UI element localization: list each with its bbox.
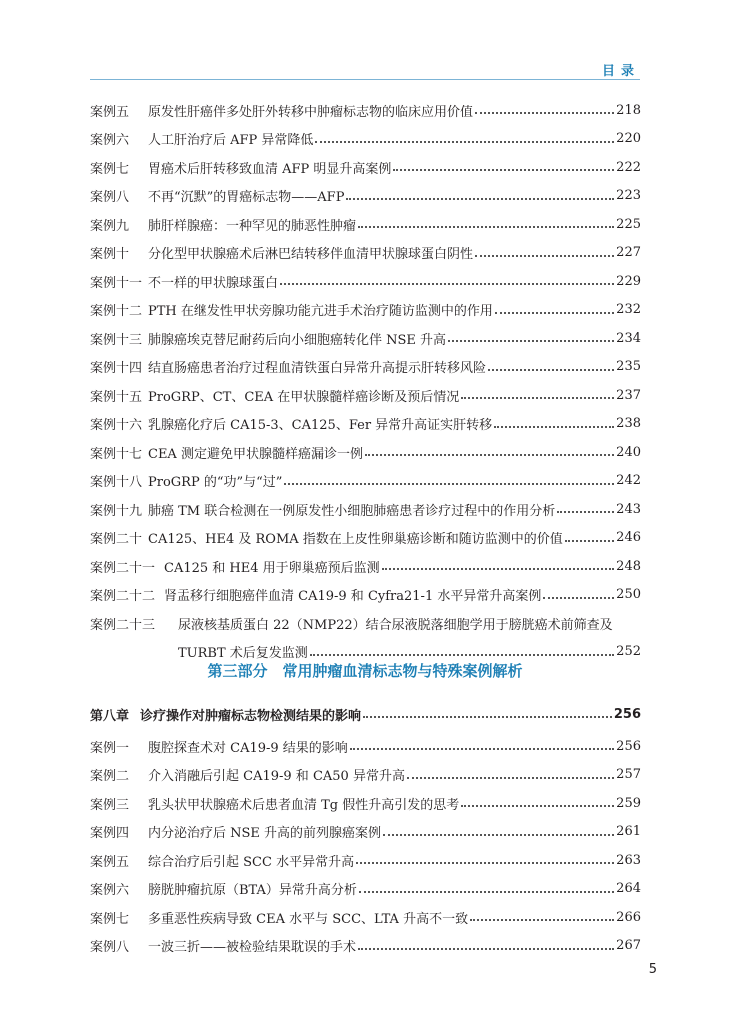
toc-entry[interactable] [90, 761, 641, 790]
toc-entry[interactable] [90, 324, 641, 353]
leader-dots [280, 269, 614, 285]
leader-dots [365, 440, 614, 456]
entry-title: 乳腺癌化疗后 CA15-3、CA125、Fer 异常升高证实肝转移 [148, 418, 493, 434]
leader-dots [358, 212, 614, 228]
toc-entry[interactable] [90, 296, 641, 325]
leader-dots [350, 734, 614, 750]
toc-section-a [90, 96, 641, 609]
entry-page: 235 [616, 359, 641, 375]
entry-title: CEA 测定避免甲状腺髓样癌漏诊一例 [148, 446, 363, 462]
case-label: 案例四 [90, 826, 130, 842]
entry-page: 240 [616, 444, 641, 460]
entry-page: 248 [616, 558, 641, 574]
leader-dots [475, 98, 614, 114]
entry-page: 267 [616, 938, 641, 954]
case-label: 案例八 [90, 190, 130, 206]
entry-title: 原发性肝癌伴多处肝外转移中肿瘤标志物的临床应用价值 [148, 104, 474, 120]
entry-page: 229 [616, 273, 641, 289]
entry-title: 胃癌术后肝转移致血清 AFP 明显升高案例 [148, 161, 392, 177]
entry-page: 257 [616, 767, 641, 783]
toc-entry[interactable] [90, 732, 641, 761]
case-label: 案例十八 [90, 475, 143, 491]
leader-dots [407, 763, 614, 779]
case-label: 案例五 [90, 104, 130, 120]
entry-page: 234 [616, 330, 641, 346]
leader-dots [359, 877, 614, 893]
leader-dots [356, 848, 614, 864]
entry-page: 243 [616, 501, 641, 517]
entry-title: 乳头状甲状腺癌术后患者血清 Tg 假性升高引发的思考 [148, 797, 460, 813]
entry-page: 227 [616, 245, 641, 261]
entry-title: 多重恶性疾病导致 CEA 水平与 SCC、LTA 升高不一致 [148, 911, 469, 927]
toc-entry[interactable] [90, 210, 641, 239]
entry-title: 一波三折——被检验结果耽误的手术 [148, 940, 357, 956]
toc-entry[interactable] [90, 818, 641, 847]
entry-page: 256 [616, 738, 641, 754]
toc-entry[interactable] [90, 182, 641, 211]
entry-page: 266 [616, 909, 641, 925]
entry-page: 232 [616, 302, 641, 318]
leader-dots [494, 412, 614, 428]
case-label: 案例七 [90, 911, 130, 927]
toc-entry-line1 [90, 609, 641, 638]
entry-title: 不一样的甲状腺球蛋白 [148, 275, 279, 291]
toc-entry[interactable] [90, 467, 641, 496]
case-label: 案例十三 [90, 332, 143, 348]
leader-dots [393, 155, 614, 171]
toc-entry[interactable] [90, 267, 641, 296]
toc-entry[interactable] [90, 875, 641, 904]
toc-section-b [90, 732, 641, 960]
leader-dots [310, 640, 614, 656]
leader-dots [557, 497, 614, 513]
toc-entry[interactable] [90, 438, 641, 467]
leader-dots [363, 702, 612, 718]
leader-dots [470, 905, 614, 921]
entry-title: 人工肝治疗后 AFP 异常降低 [148, 133, 314, 149]
entry-page: 252 [616, 644, 641, 660]
chapter-page: 256 [613, 706, 641, 722]
entry-page: 222 [616, 159, 641, 175]
case-label: 案例二十一 [90, 560, 156, 576]
entry-title: PTH 在继发性甲状旁腺功能亢进手术治疗随访监测中的作用 [148, 304, 493, 320]
entry-page: 246 [616, 530, 641, 546]
case-label: 案例六 [90, 133, 130, 149]
entry-page: 225 [616, 216, 641, 232]
leader-dots [543, 583, 614, 599]
entry-title: 内分泌治疗后 NSE 升高的前列腺癌案例 [148, 826, 382, 842]
toc-entry[interactable] [90, 524, 641, 553]
case-label: 案例十九 [90, 503, 143, 519]
leader-dots [475, 241, 614, 257]
entry-title-line1: 尿液核基质蛋白 22（NMP22）结合尿液脱落细胞学用于膀胱癌术前筛查及 [178, 617, 613, 633]
toc-entry[interactable] [90, 846, 641, 875]
entry-title: 肺癌 TM 联合检测在一例原发性小细胞肺癌患者诊疗过程中的作用分析 [148, 503, 556, 519]
case-label: 案例三 [90, 797, 130, 813]
toc-entry[interactable] [90, 581, 641, 610]
entry-title: ProGRP、CT、CEA 在甲状腺髓样癌诊断及预后情况 [148, 389, 460, 405]
toc-entry[interactable] [90, 125, 641, 154]
leader-dots [495, 298, 614, 314]
entry-title: CA125 和 HE4 用于卵巢癌预后监测 [164, 560, 380, 576]
toc-entry[interactable] [90, 353, 641, 382]
entry-page: 223 [616, 188, 641, 204]
toc-entry[interactable] [90, 410, 641, 439]
case-label: 案例七 [90, 161, 130, 177]
case-label: 案例十七 [90, 446, 143, 462]
entry-page: 259 [616, 795, 641, 811]
entry-page: 220 [616, 131, 641, 147]
leader-dots [461, 383, 614, 399]
case-label: 案例十五 [90, 389, 143, 405]
entry-page: 237 [616, 387, 641, 403]
chapter-entry [90, 700, 641, 729]
page-number: 5 [648, 962, 657, 977]
entry-page: 263 [616, 852, 641, 868]
leader-dots [565, 526, 614, 542]
case-label: 案例六 [90, 883, 130, 899]
toc-entry[interactable] [90, 96, 641, 125]
leader-dots [284, 469, 614, 485]
case-label: 案例二十 [90, 532, 143, 548]
toc-entry-case23[interactable] [90, 609, 641, 666]
leader-dots [488, 355, 614, 371]
entry-page: 261 [616, 824, 641, 840]
entry-title: 膀胱肿瘤抗原（BTA）异常升高分析 [148, 883, 357, 899]
entry-page: 242 [616, 473, 641, 489]
entry-title: 介入消融后引起 CA19-9 和 CA50 异常升高 [148, 769, 405, 785]
entry-title: 肺腺癌埃克替尼耐药后向小细胞癌转化伴 NSE 升高 [148, 332, 447, 348]
case-label: 案例一 [90, 740, 130, 756]
case-label: 案例八 [90, 940, 130, 956]
entry-page: 218 [616, 102, 641, 118]
entry-title: 肺肝样腺癌：一种罕见的肺恶性肿瘤 [148, 218, 357, 234]
entry-title: 分化型甲状腺癌术后淋巴结转移伴血清甲状腺球蛋白阴性 [148, 247, 474, 263]
header-title: 目录 [601, 64, 640, 79]
entry-title: 肾盂移行细胞癌伴血清 CA19-9 和 Cyfra21-1 水平异常升高案例 [164, 589, 542, 605]
entry-title: 结直肠癌患者治疗过程血清铁蛋白异常升高提示肝转移风险 [148, 361, 487, 377]
leader-dots [383, 820, 614, 836]
toc-entry[interactable] [90, 239, 641, 268]
chapter-title: 诊疗操作对肿瘤标志物检测结果的影响 [140, 708, 362, 724]
leader-dots [448, 326, 614, 342]
case-label: 案例二十二 [90, 589, 156, 605]
header-divider [90, 79, 640, 80]
toc-entry[interactable] [90, 903, 641, 932]
case-label: 案例二十三 [90, 617, 156, 633]
entry-page: 250 [616, 587, 641, 603]
leader-dots [346, 184, 614, 200]
case-label: 案例十 [90, 247, 130, 263]
toc-entry[interactable] [90, 495, 641, 524]
entry-title-line2: TURBT 术后复发监测 [178, 646, 308, 662]
toc-entry[interactable] [90, 381, 641, 410]
leader-dots [461, 791, 614, 807]
leader-dots [382, 554, 615, 570]
toc-entry[interactable] [90, 552, 641, 581]
entry-title: 综合治疗后引起 SCC 水平异常升高 [148, 854, 355, 870]
entry-title: 腹腔探查术对 CA19-9 结果的影响 [148, 740, 348, 756]
toc-entry[interactable] [90, 932, 641, 961]
entry-title: CA125、HE4 及 ROMA 指数在上皮性卵巢癌诊断和随访监测中的价值 [148, 532, 563, 548]
entry-title: 不再“沉默”的胃癌标志物——AFP [148, 190, 345, 206]
case-label: 案例十一 [90, 275, 143, 291]
leader-dots [358, 934, 614, 950]
case-label: 案例十四 [90, 361, 143, 377]
entry-page: 238 [616, 416, 641, 432]
toc-chapter8[interactable] [90, 700, 641, 729]
case-label: 案例二 [90, 769, 130, 785]
case-label: 案例九 [90, 218, 130, 234]
case-label: 案例十六 [90, 418, 143, 434]
toc-entry[interactable] [90, 789, 641, 818]
toc-entry[interactable] [90, 153, 641, 182]
entry-page: 264 [616, 881, 641, 897]
chapter-label: 第八章 [90, 708, 130, 724]
leader-dots [315, 127, 614, 143]
entry-title: ProGRP 的“功”与“过” [148, 475, 283, 491]
case-label: 案例十二 [90, 304, 143, 320]
part-title: 第三部分 常用肿瘤血清标志物与特殊案例解析 [207, 662, 523, 680]
case-label: 案例五 [90, 854, 130, 870]
